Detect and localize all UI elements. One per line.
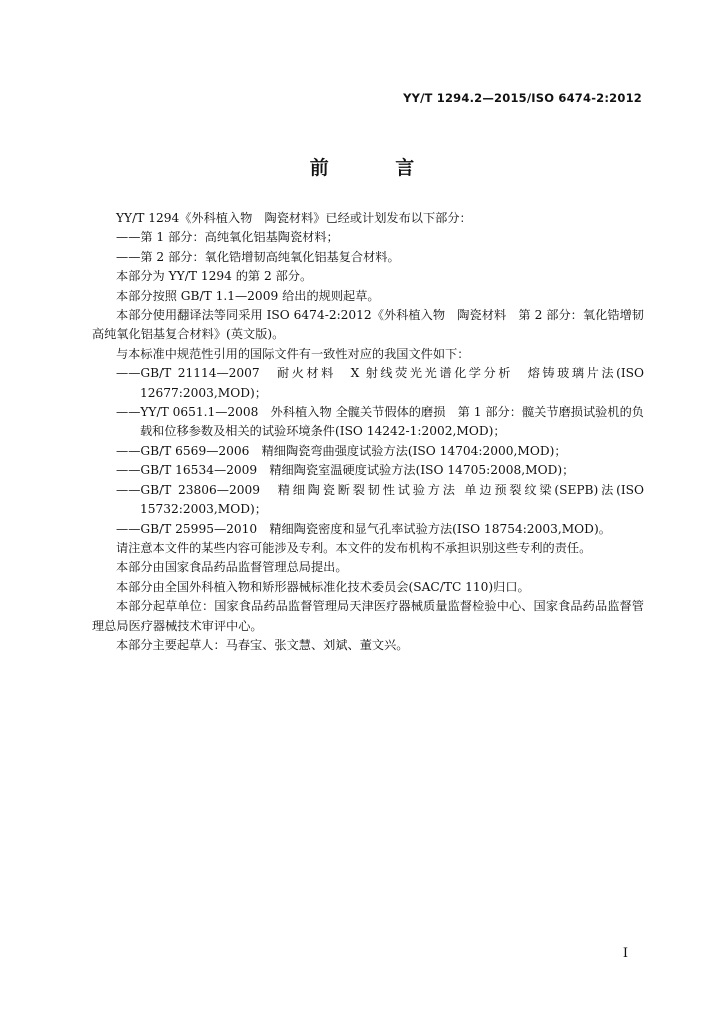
part-item: ——第 1 部分：高纯氧化铝基陶瓷材料； bbox=[116, 230, 339, 245]
page-title: 前 言 bbox=[309, 157, 445, 179]
reference-item: ——GB/T 16534—2009 精细陶瓷室温硬度试验方法(ISO 14705:2008,MOD)； bbox=[116, 463, 575, 478]
reference-item: ——YY/T 0651.1—2008 外科植入物 全髋关节假体的磨损 第 1 部分：髋关节磨损试验机的负载和位移参数及相关的试验环境条件(ISO 14242-1:2002,MOD)； bbox=[116, 405, 644, 439]
body-paragraph: 本部分主要起草人：马春宝、张文慧、刘斌、董文兴。 bbox=[116, 637, 409, 652]
body-paragraph: 本部分按照 GB/T 1.1—2009 给出的规则起草。 bbox=[116, 288, 380, 303]
document-body bbox=[92, 209, 644, 655]
page-number: I bbox=[622, 946, 628, 961]
body-paragraph: 本部分由全国外科植入物和矫形器械标准化技术委员会(SAC/TC 110)归口。 bbox=[116, 579, 530, 594]
body-paragraph: 本部分为 YY/T 1294 的第 2 部分。 bbox=[116, 269, 313, 284]
reference-item: ——GB/T 23806—2009 精细陶瓷断裂韧性试验方法 单边预裂纹梁(SEPB)法(ISO 15732:2003,MOD)； bbox=[116, 482, 644, 517]
reference-item: ——GB/T 21114—2007 耐火材料 X 射线荧光光谱化学分析 熔铸玻璃片法(ISO 12677:2003,MOD)； bbox=[116, 366, 644, 400]
body-paragraph: 与本标准中规范性引用的国际文件有一致性对应的我国文件如下： bbox=[116, 346, 470, 361]
body-paragraph: 本部分使用翻译法等同采用 ISO 6474-2:2012《外科植入物 陶瓷材料 第 2 部分：氧化锆增韧高纯氧化铝基复合材料》(英文版)。 bbox=[92, 308, 644, 342]
part-item: ——第 2 部分：氧化锆增韧高纯氧化铝基复合材料。 bbox=[116, 249, 400, 264]
body-paragraph: 本部分由国家食品药品监督管理总局提出。 bbox=[116, 560, 348, 575]
body-paragraph: 请注意本文件的某些内容可能涉及专利。本文件的发布机构不承担识别这些专利的责任。 bbox=[116, 540, 592, 555]
reference-item: ——GB/T 25995—2010 精细陶瓷密度和显气孔率试验方法(ISO 18754:2003,MOD)。 bbox=[116, 521, 611, 536]
standard-code: YY/T 1294.2—2015/ISO 6474-2:2012 bbox=[403, 91, 642, 105]
intro-paragraph: YY/T 1294《外科植入物 陶瓷材料》已经或计划发布以下部分： bbox=[116, 211, 472, 225]
body-paragraph: 本部分起草单位：国家食品药品监督管理局天津医疗器械质量监督检验中心、国家食品药品监督管理总局医疗器械技术审评中心。 bbox=[92, 599, 644, 633]
reference-item: ——GB/T 6569—2006 精细陶瓷弯曲强度试验方法(ISO 14704:2000,MOD)； bbox=[116, 443, 567, 458]
